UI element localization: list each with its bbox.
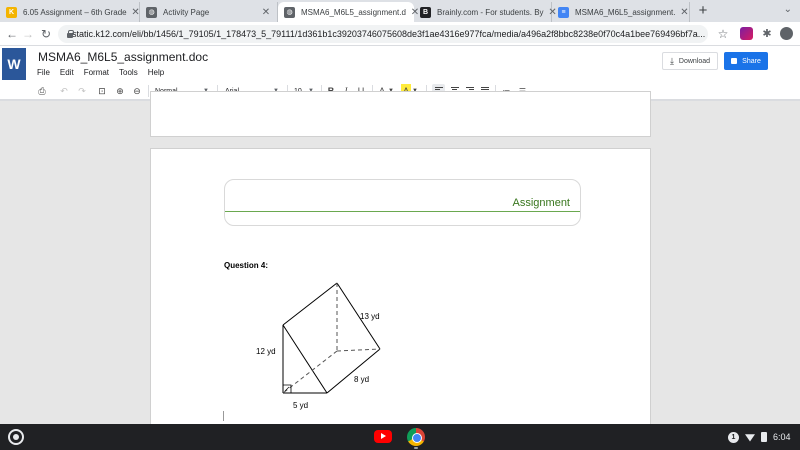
forward-arrow-icon[interactable]: → [22, 27, 34, 41]
os-shelf [0, 424, 800, 450]
assignment-header-box [224, 179, 581, 226]
zoom-in-icon[interactable]: ⊕ [116, 85, 124, 96]
globe-icon: ◍ [146, 7, 157, 18]
wifi-icon [745, 433, 755, 442]
star-icon[interactable]: ☆ [717, 27, 729, 41]
menu-help[interactable]: Help [147, 68, 165, 77]
tab-msma6-assignment-active[interactable] [278, 2, 420, 22]
document-page [150, 148, 651, 438]
menu-format[interactable]: Format [83, 68, 110, 77]
tab-title: Activity Page [163, 7, 210, 17]
launcher-icon[interactable] [8, 429, 24, 445]
menu-edit[interactable]: Edit [59, 68, 74, 77]
extension-icon[interactable] [740, 27, 753, 40]
height-label: 12 yd [256, 347, 276, 356]
prism-edge [327, 349, 380, 393]
profile-avatar[interactable] [780, 27, 793, 40]
tab-title: Brainly.com - For students. By [437, 7, 544, 17]
url-text: static.k12.com/eli/bb/1456/1_79105/1_178473_5_79111/1d361b1c39203746075608de3f1ae4316e977fca/media/a496a2f8bbc8238e0f70c4a1bee769496bf7a... [72, 29, 706, 39]
running-indicator [414, 447, 418, 449]
chrome-icon[interactable] [407, 428, 425, 446]
base-label: 5 yd [293, 401, 309, 410]
previous-page [150, 91, 651, 137]
tab-strip [0, 0, 800, 22]
close-icon[interactable]: ✕ [548, 6, 557, 18]
reload-icon[interactable]: ↻ [40, 27, 52, 41]
share-label: Share [742, 57, 761, 65]
globe-icon: ◍ [284, 7, 295, 18]
share-button[interactable] [724, 52, 768, 70]
lock-icon [731, 58, 737, 64]
triangular-prism-figure [251, 277, 491, 427]
address-bar [0, 22, 800, 46]
hypotenuse-label: 13 yd [360, 312, 380, 321]
tab-docs-assignment[interactable] [552, 2, 690, 22]
brainly-icon: B [420, 7, 431, 18]
document-canvas[interactable] [0, 101, 800, 424]
puzzle-icon[interactable]: ✱ [762, 28, 772, 40]
text-cursor [223, 411, 224, 421]
redo-icon[interactable]: ↷ [78, 85, 86, 96]
header-rule [225, 211, 580, 212]
length-label: 8 yd [354, 375, 370, 384]
question-label: Question 4: [224, 261, 269, 270]
tab-title: 6.05 Assignment – 6th Grade [23, 7, 127, 17]
menu-bar [37, 68, 174, 77]
assignment-label: Assignment [512, 197, 570, 209]
prism-edge [283, 283, 337, 325]
download-button[interactable] [662, 52, 718, 70]
notification-badge[interactable]: 1 [728, 432, 739, 443]
print-icon[interactable]: ⎙ [38, 85, 46, 96]
back-arrow-icon[interactable]: ← [6, 27, 18, 41]
tab-activity-page[interactable] [140, 2, 278, 22]
tab-title: MSMA6_M6L5_assignment.d [301, 7, 406, 17]
docs-icon: ≡ [558, 7, 569, 18]
window-controls[interactable]: ⌄ [783, 4, 792, 15]
undo-icon[interactable]: ↶ [60, 85, 68, 96]
download-label: Download [678, 57, 711, 65]
zoom-out-icon[interactable]: ⊖ [133, 85, 141, 96]
app-header [0, 46, 800, 82]
menu-tools[interactable]: Tools [119, 68, 138, 77]
edgenuity-icon: K [6, 7, 17, 18]
youtube-icon[interactable] [374, 430, 392, 443]
download-icon: ⤓ [669, 55, 674, 66]
prism-edge [283, 325, 327, 393]
tab-edgenuity-assignment[interactable] [0, 2, 140, 22]
select-icon[interactable]: ⊡ [98, 85, 106, 96]
omnibox[interactable] [58, 25, 708, 43]
close-icon[interactable]: ✕ [261, 6, 271, 18]
battery-icon [761, 432, 767, 442]
tab-title: MSMA6_M6L5_assignment. [575, 7, 676, 17]
toolbar-divider [148, 85, 149, 97]
tab-brainly[interactable] [414, 2, 557, 22]
status-tray[interactable] [728, 429, 791, 445]
document-title: MSMA6_M6L5_assignment.doc [38, 50, 209, 64]
close-icon[interactable]: ✕ [131, 6, 140, 18]
word-logo-icon: W [2, 48, 26, 80]
close-icon[interactable]: ✕ [680, 6, 689, 18]
close-icon[interactable]: ✕ [410, 6, 420, 18]
new-tab-button[interactable]: + [698, 2, 708, 19]
prism-hidden-edge [337, 349, 380, 351]
clock-time: 6:04 [773, 432, 791, 442]
menu-file[interactable]: File [37, 68, 50, 77]
